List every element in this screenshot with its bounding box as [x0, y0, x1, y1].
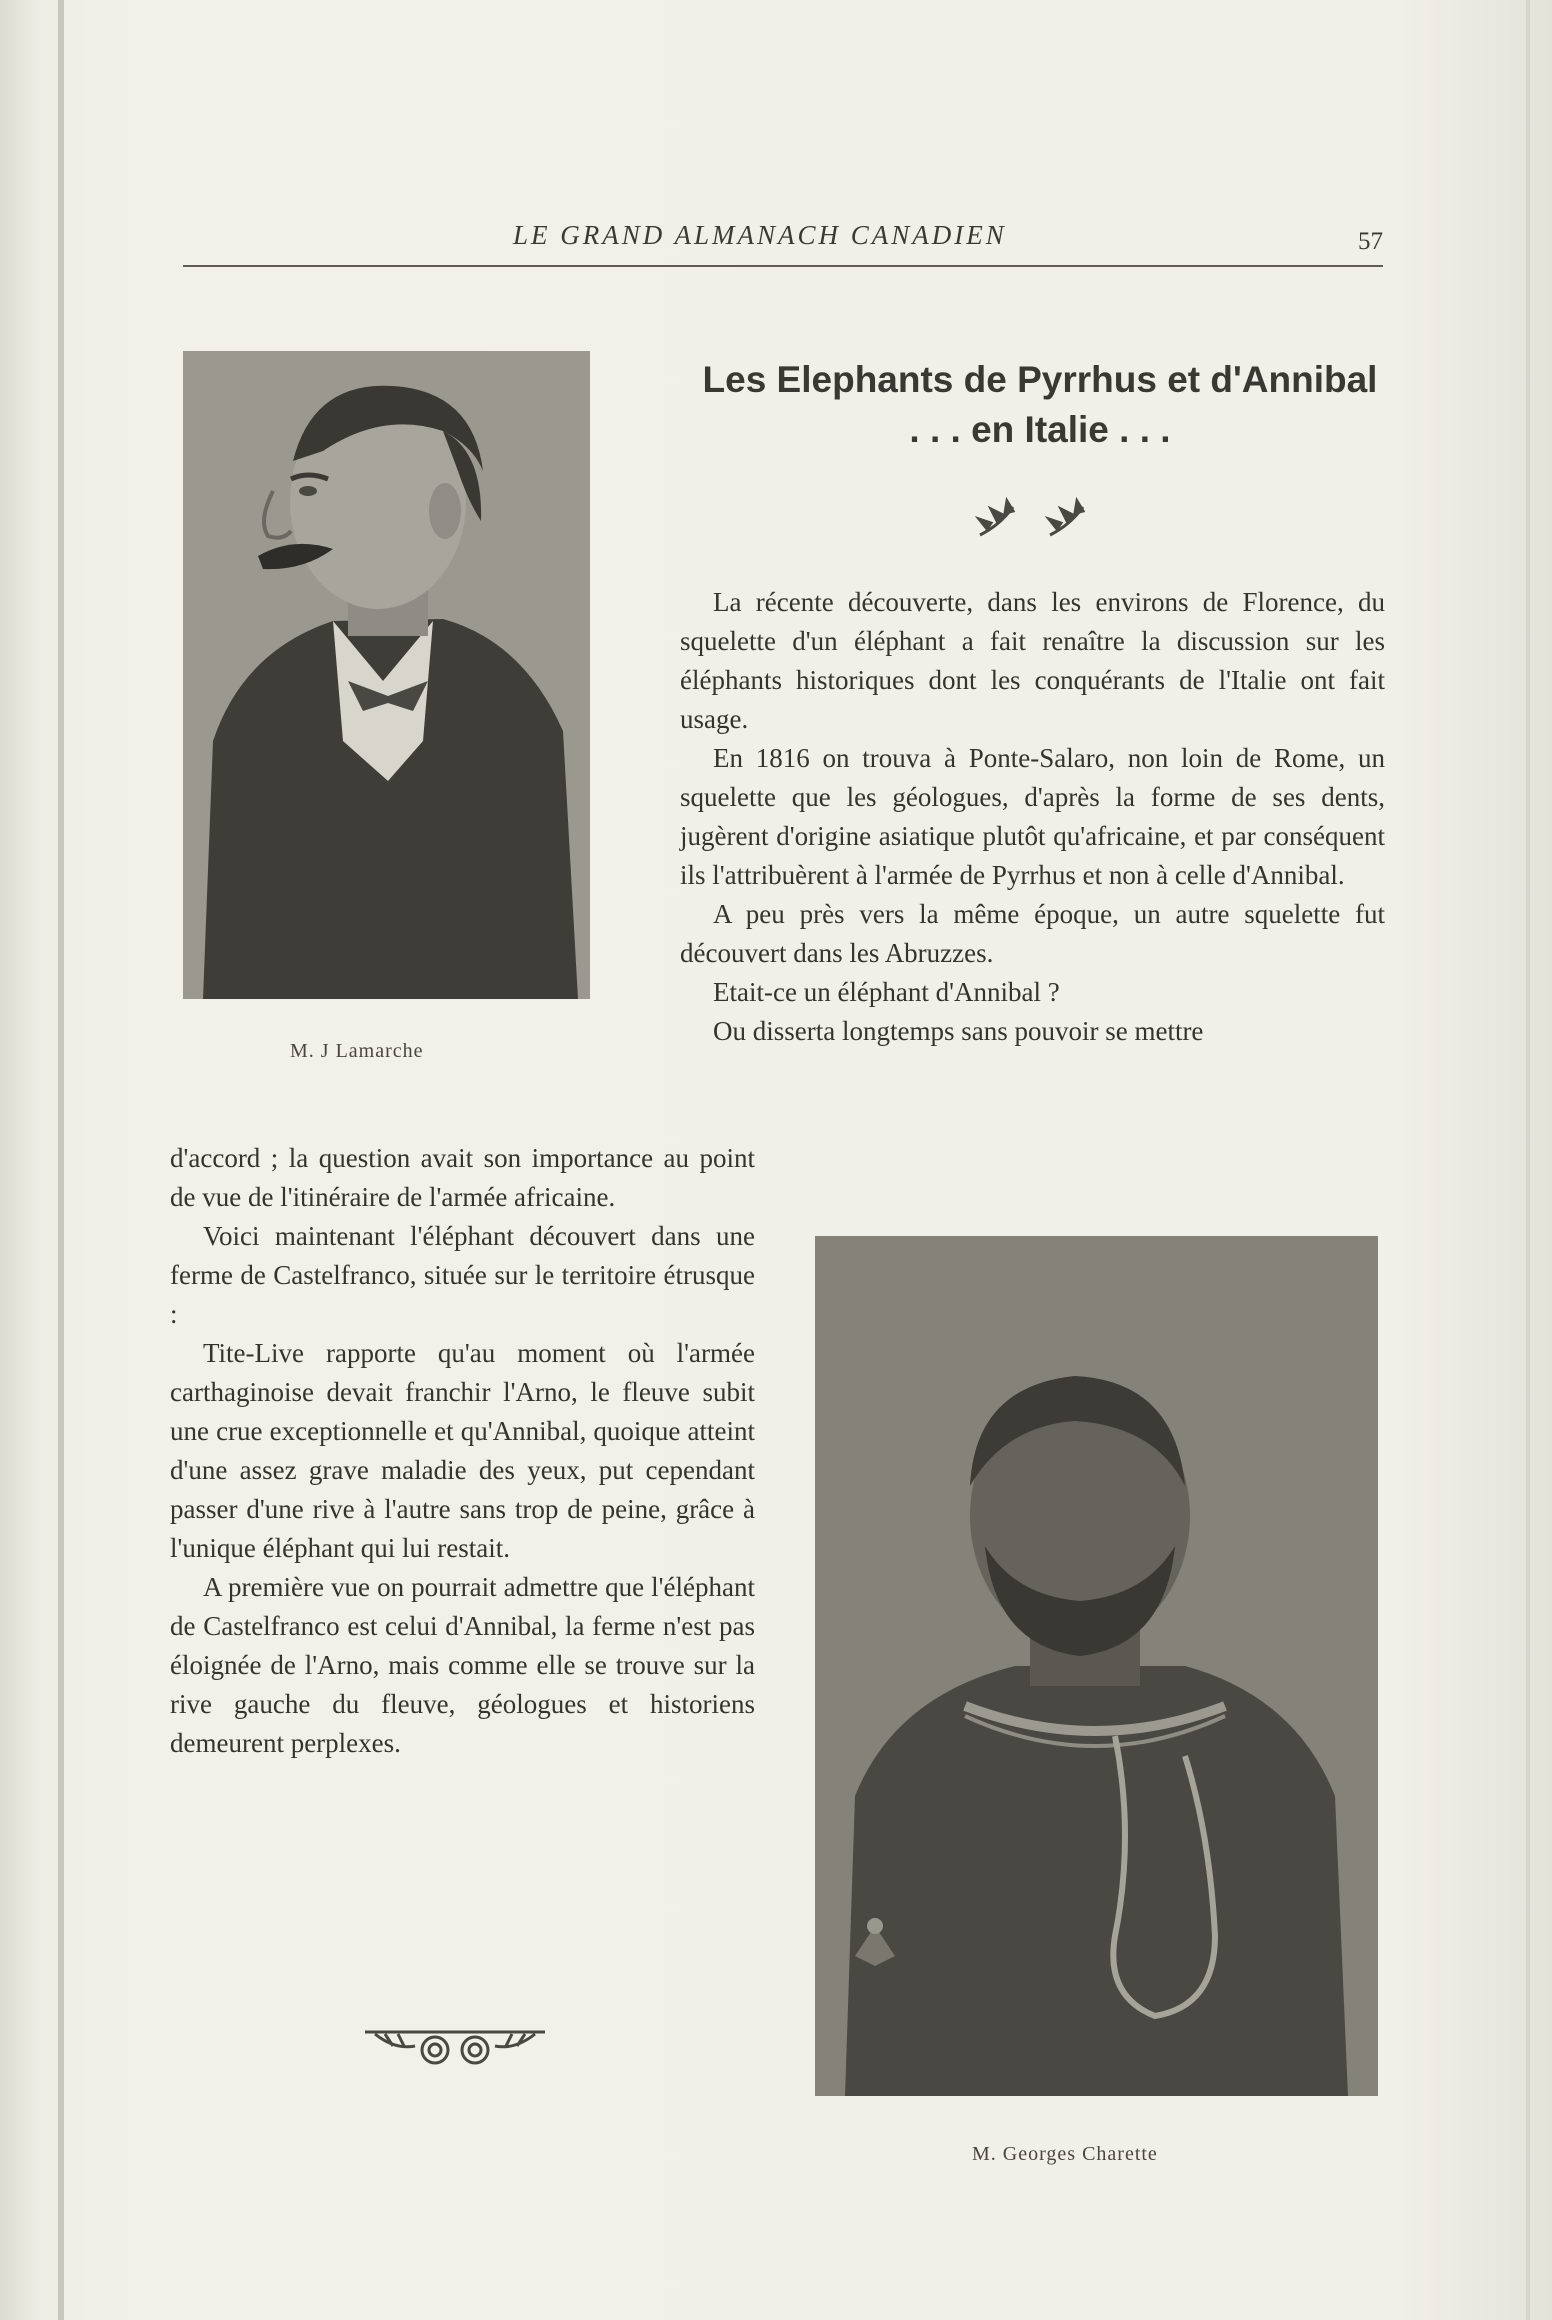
portrait-photo-charette: [815, 1236, 1378, 2096]
article-title-line-2: . . . en Italie . . .: [909, 409, 1171, 450]
article-title-line-1: Les Elephants de Pyrrhus et d'Annibal: [702, 359, 1378, 400]
portrait-charette-drawing: [815, 1236, 1378, 2096]
running-title: LE GRAND ALMANACH CANADIEN: [513, 220, 1007, 250]
paragraph: En 1816 on trouva à Ponte-Salaro, non loin de Rome, un squelette que les géologues, d'après la forme de ses dents, jugèrent d'origine asiatique plutôt qu'africaine, et par conséquent ils l'attribuèrent à l'armée de Pyrrhus et non à celle d'Annibal.: [680, 743, 1385, 890]
page-binding-edge: [58, 0, 64, 2320]
paragraph: Etait-ce un éléphant d'Annibal ?: [713, 977, 1060, 1007]
scroll-ornament-icon: [360, 2020, 550, 2070]
portrait-lamarche-drawing: [183, 351, 590, 999]
caption-charette: M. Georges Charette: [972, 2143, 1158, 2165]
page-number: 57: [1358, 228, 1383, 255]
paragraph: Ou disserta longtemps sans pouvoir se mettre: [713, 1016, 1204, 1046]
paragraph: Tite-Live rapporte qu'au moment où l'armée carthaginoise devait franchir l'Arno, le fleuve subit une crue exceptionnelle et qu'Annibal, quoique atteint d'une assez grave maladie des yeux, put cependant passer d'une rive à l'autre sans trop de peine, grâce à l'unique éléphant qui lui restait.: [170, 1338, 755, 1563]
article-text-left-column: [170, 1139, 755, 1763]
paragraph: A première vue on pourrait admettre que l'éléphant de Castelfranco est celui d'Annibal, la ferme n'est pas éloignée de l'Arno, mais comme elle se trouve sur la rive gauche du fleuve, géologues et historiens demeurent perplexes.: [170, 1572, 755, 1758]
leaf-ornament-icon: [975, 495, 1105, 545]
paragraph: La récente découverte, dans les environs de Florence, du squelette d'un éléphant a fait renaître la discussion sur les éléphants historiques dont les conquérants de l'Italie ont fait usage.: [680, 587, 1385, 734]
portrait-photo-lamarche: [183, 351, 590, 999]
paragraph: A peu près vers la même époque, un autre squelette fut découvert dans les Abruzzes.: [680, 899, 1385, 968]
header-rule: [183, 265, 1383, 267]
page-right-edge: [1526, 0, 1530, 2320]
paragraph: d'accord ; la question avait son importance au point de vue de l'itinéraire de l'armée africaine.: [170, 1143, 755, 1212]
article-title: [680, 355, 1400, 455]
running-head: [183, 214, 1383, 264]
paragraph: Voici maintenant l'éléphant découvert dans une ferme de Castelfranco, située sur le territoire étrusque :: [170, 1221, 755, 1329]
article-text-right-column: [680, 583, 1385, 1051]
caption-lamarche: M. J Lamarche: [290, 1040, 424, 1062]
